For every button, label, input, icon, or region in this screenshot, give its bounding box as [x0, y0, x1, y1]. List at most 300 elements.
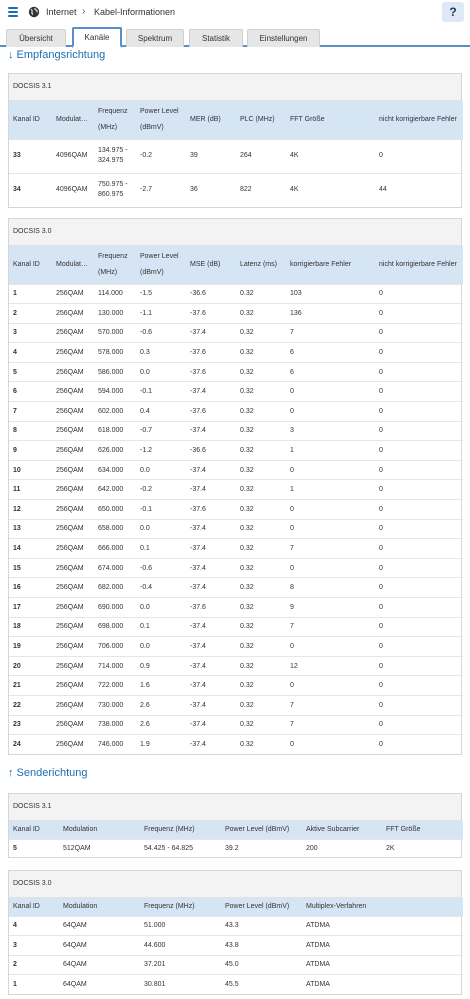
table-cell: 0 — [286, 735, 375, 755]
table-cell: 714.000 — [94, 656, 136, 676]
table-cell: 64QAM — [59, 975, 140, 995]
table-cell: 8 — [286, 578, 375, 598]
table-cell: -37.4 — [186, 578, 236, 598]
table-cell: 0.32 — [236, 402, 286, 422]
table-cell: ATDMA — [302, 975, 463, 995]
table-cell: -0.1 — [136, 500, 186, 520]
table-cell: 0 — [375, 421, 463, 441]
table-cell: 64QAM — [59, 955, 140, 975]
table-cell: 658.000 — [94, 519, 136, 539]
table-row — [9, 839, 463, 857]
table-cell: 1 — [286, 441, 375, 461]
table-cell: 11 — [9, 480, 52, 500]
table-row — [9, 402, 463, 422]
table-cell: 0 — [375, 441, 463, 461]
table-cell: 0 — [375, 500, 463, 520]
upstream-docsis31-label: DOCSIS 3.1 — [9, 794, 461, 821]
column-header: Multiplex-Verfahren — [302, 898, 463, 916]
table-cell: 23 — [9, 715, 52, 735]
table-cell: 0.0 — [136, 637, 186, 657]
table-row — [9, 304, 463, 324]
breadcrumb-current: Kabel-Informationen — [94, 7, 176, 17]
table-row — [9, 676, 463, 696]
table-cell: 0.32 — [236, 656, 286, 676]
table-cell: 0 — [375, 362, 463, 382]
table-cell: 690.000 — [94, 598, 136, 618]
table-row — [9, 617, 463, 637]
table-cell: -0.4 — [136, 578, 186, 598]
tab-bar — [0, 26, 470, 47]
table-cell: 0.4 — [136, 402, 186, 422]
table-cell: 0.32 — [236, 598, 286, 618]
table-cell: 594.000 — [94, 382, 136, 402]
tab-kanaele[interactable]: Kanäle — [72, 27, 122, 48]
table-cell: -0.2 — [136, 480, 186, 500]
table-row — [9, 936, 463, 956]
table-cell: 256QAM — [52, 500, 94, 520]
table-cell: 114.000 — [94, 284, 136, 304]
table-cell: 1.9 — [136, 735, 186, 755]
table-cell: 8 — [9, 421, 52, 441]
table-cell: 256QAM — [52, 676, 94, 696]
column-header: Power Level (dBmV) — [221, 821, 302, 839]
column-header: korrigierbare Fehler — [286, 246, 375, 284]
table-cell: 15 — [9, 558, 52, 578]
table-cell: 0.32 — [236, 715, 286, 735]
table-cell: 30.801 — [140, 975, 221, 995]
table-cell: 602.000 — [94, 402, 136, 422]
table-cell: 0.32 — [236, 460, 286, 480]
table-cell: 256QAM — [52, 519, 94, 539]
table-row — [9, 362, 463, 382]
table-cell: 0 — [375, 656, 463, 676]
table-cell: 4096QAM — [52, 173, 94, 207]
table-row — [9, 656, 463, 676]
table-cell: -37.4 — [186, 323, 236, 343]
table-cell: -37.4 — [186, 656, 236, 676]
table-cell: 1.6 — [136, 676, 186, 696]
upstream-title: ↑ Senderichtung — [8, 767, 88, 779]
table-cell: -37.4 — [186, 558, 236, 578]
table-cell: -37.4 — [186, 421, 236, 441]
table-cell: 626.000 — [94, 441, 136, 461]
table-row — [9, 539, 463, 559]
table-cell: -2.7 — [136, 173, 186, 207]
table-cell: 54.425 - 64.825 — [140, 839, 221, 857]
table-cell: 0.9 — [136, 656, 186, 676]
table-cell: 0 — [375, 519, 463, 539]
table-cell: 14 — [9, 539, 52, 559]
table-cell: 44 — [375, 173, 463, 207]
table-cell: 706.000 — [94, 637, 136, 657]
table-cell: -36.6 — [186, 284, 236, 304]
table-cell: 666.000 — [94, 539, 136, 559]
table-cell: 256QAM — [52, 539, 94, 559]
table-cell: 1 — [9, 284, 52, 304]
column-header: nicht korrigierbare Fehler — [375, 246, 463, 284]
table-cell: 746.000 — [94, 735, 136, 755]
table-cell: 0 — [375, 578, 463, 598]
table-cell: 3 — [9, 323, 52, 343]
table-cell: 18 — [9, 617, 52, 637]
table-cell: 4K — [286, 139, 375, 173]
table-row — [9, 975, 463, 995]
table-cell: 256QAM — [52, 578, 94, 598]
table-cell: 6 — [286, 343, 375, 363]
breadcrumb-internet[interactable]: Internet — [46, 7, 77, 17]
table-cell: 3 — [286, 421, 375, 441]
table-cell: ATDMA — [302, 955, 463, 975]
table-cell: 0.32 — [236, 343, 286, 363]
table-cell: 7 — [286, 323, 375, 343]
table-cell: 618.000 — [94, 421, 136, 441]
table-cell: 21 — [9, 676, 52, 696]
table-cell: 5 — [9, 362, 52, 382]
table-cell: 36 — [186, 173, 236, 207]
table-cell: 0.0 — [136, 598, 186, 618]
table-cell: 5 — [9, 839, 59, 857]
table-cell: 256QAM — [52, 421, 94, 441]
table-cell: 256QAM — [52, 343, 94, 363]
table-row — [9, 558, 463, 578]
column-header: Frequenz (MHz) — [94, 246, 136, 284]
table-cell: 7 — [286, 695, 375, 715]
table-cell: -37.4 — [186, 715, 236, 735]
table-cell: 578.000 — [94, 343, 136, 363]
table-cell: 1 — [286, 480, 375, 500]
column-header: FFT Größe — [286, 101, 375, 139]
table-cell: 0 — [375, 676, 463, 696]
column-header: Frequenz (MHz) — [140, 898, 221, 916]
upstream-docsis30-panel — [8, 870, 462, 995]
table-row — [9, 421, 463, 441]
table-cell: -0.6 — [136, 558, 186, 578]
table-cell: 256QAM — [52, 637, 94, 657]
table-cell: 0.32 — [236, 323, 286, 343]
table-cell: 0 — [375, 715, 463, 735]
table-cell: 0.32 — [236, 519, 286, 539]
table-cell: 6 — [9, 382, 52, 402]
table-cell: 0.0 — [136, 362, 186, 382]
table-cell: 2.6 — [136, 695, 186, 715]
table-cell: 17 — [9, 598, 52, 618]
table-cell: 256QAM — [52, 304, 94, 324]
table-cell: 2K — [382, 839, 463, 857]
table-cell: 10 — [9, 460, 52, 480]
table-cell: 0.32 — [236, 500, 286, 520]
table-cell: -37.4 — [186, 460, 236, 480]
table-cell: 256QAM — [52, 735, 94, 755]
table-cell: 0.32 — [236, 480, 286, 500]
table-cell: 0 — [375, 284, 463, 304]
table-cell: 7 — [286, 617, 375, 637]
table-row — [9, 715, 463, 735]
table-cell: 256QAM — [52, 441, 94, 461]
table-cell: 13 — [9, 519, 52, 539]
column-header: Kanal ID — [9, 898, 59, 916]
table-cell: 4 — [9, 916, 59, 936]
table-cell: -37.6 — [186, 402, 236, 422]
table-cell: 256QAM — [52, 480, 94, 500]
table-cell: 0 — [375, 617, 463, 637]
table-cell: 256QAM — [52, 656, 94, 676]
table-cell: 256QAM — [52, 558, 94, 578]
breadcrumb-separator: › — [82, 6, 86, 17]
table-cell: 0 — [375, 323, 463, 343]
table-cell: 200 — [302, 839, 382, 857]
table-cell: 0 — [286, 500, 375, 520]
table-cell: -37.4 — [186, 676, 236, 696]
table-cell: 0.32 — [236, 578, 286, 598]
upstream-docsis31-panel — [8, 793, 462, 858]
table-row — [9, 480, 463, 500]
top-bar — [0, 0, 470, 24]
table-cell: 256QAM — [52, 284, 94, 304]
table-cell: -37.6 — [186, 598, 236, 618]
column-header: Frequenz (MHz) — [94, 101, 136, 139]
column-header: Kanal ID — [9, 101, 52, 139]
table-cell: 0.32 — [236, 382, 286, 402]
table-cell: 634.000 — [94, 460, 136, 480]
table-cell: 7 — [9, 402, 52, 422]
table-row — [9, 441, 463, 461]
table-cell: 43.3 — [221, 916, 302, 936]
column-header: MER (dB) — [186, 101, 236, 139]
table-cell: 0.32 — [236, 441, 286, 461]
table-cell: 0 — [375, 480, 463, 500]
table-cell: 0.32 — [236, 695, 286, 715]
help-button[interactable]: ? — [442, 2, 464, 22]
upstream-docsis31-table — [9, 821, 463, 857]
table-cell: -37.6 — [186, 343, 236, 363]
column-header: Kanal ID — [9, 821, 59, 839]
table-cell: 750.975 - 860.975 — [94, 173, 136, 207]
table-cell: 34 — [9, 173, 52, 207]
table-cell: 650.000 — [94, 500, 136, 520]
content-area[interactable] — [0, 48, 470, 999]
table-cell: 674.000 — [94, 558, 136, 578]
table-cell: 39 — [186, 139, 236, 173]
table-row — [9, 284, 463, 304]
table-cell: 0.32 — [236, 676, 286, 696]
table-cell: 37.201 — [140, 955, 221, 975]
downstream-title: ↓ Empfangsrichtung — [8, 49, 106, 61]
column-header: PLC (MHz) — [236, 101, 286, 139]
table-cell: 738.000 — [94, 715, 136, 735]
table-cell: 7 — [286, 715, 375, 735]
table-cell: 0.32 — [236, 421, 286, 441]
table-cell: 64QAM — [59, 936, 140, 956]
table-row — [9, 500, 463, 520]
table-cell: 0 — [375, 695, 463, 715]
table-cell: 45.0 — [221, 955, 302, 975]
table-cell: 7 — [286, 539, 375, 559]
table-cell: 0 — [375, 637, 463, 657]
table-cell: 9 — [286, 598, 375, 618]
table-cell: 256QAM — [52, 617, 94, 637]
table-cell: 64QAM — [59, 916, 140, 936]
table-cell: 0.32 — [236, 735, 286, 755]
table-cell: -1.5 — [136, 284, 186, 304]
table-row — [9, 598, 463, 618]
table-cell: 0 — [286, 676, 375, 696]
table-cell: 256QAM — [52, 715, 94, 735]
table-cell: -37.6 — [186, 304, 236, 324]
table-cell: 256QAM — [52, 362, 94, 382]
table-cell: ATDMA — [302, 916, 463, 936]
table-cell: 0 — [286, 519, 375, 539]
table-cell: -37.4 — [186, 735, 236, 755]
table-cell: 24 — [9, 735, 52, 755]
column-header: FFT Größe — [382, 821, 463, 839]
table-cell: 0 — [375, 343, 463, 363]
table-cell: 0.0 — [136, 519, 186, 539]
table-cell: 103 — [286, 284, 375, 304]
table-cell: 0 — [375, 539, 463, 559]
table-cell: 0 — [375, 402, 463, 422]
table-cell: 0 — [286, 460, 375, 480]
table-cell: -1.1 — [136, 304, 186, 324]
column-header: Kanal ID — [9, 246, 52, 284]
table-cell: 4 — [9, 343, 52, 363]
upstream-docsis30-table — [9, 898, 463, 994]
table-cell: 9 — [9, 441, 52, 461]
table-cell: 0.32 — [236, 637, 286, 657]
downstream-docsis31-table — [9, 101, 463, 207]
table-cell: 0.32 — [236, 304, 286, 324]
table-cell: 19 — [9, 637, 52, 657]
table-cell: 12 — [286, 656, 375, 676]
table-cell: 0.32 — [236, 284, 286, 304]
column-header: Latenz (ms) — [236, 246, 286, 284]
table-cell: 0 — [375, 139, 463, 173]
table-cell: 0 — [375, 558, 463, 578]
tab-statistik[interactable]: Statistik — [189, 29, 243, 47]
table-cell: 16 — [9, 578, 52, 598]
table-cell: 44.600 — [140, 936, 221, 956]
table-cell: 6 — [286, 362, 375, 382]
table-row — [9, 735, 463, 755]
table-cell: 722.000 — [94, 676, 136, 696]
table-row — [9, 343, 463, 363]
table-cell: -0.2 — [136, 139, 186, 173]
table-cell: 0.32 — [236, 558, 286, 578]
table-cell: 0 — [286, 382, 375, 402]
tab-spektrum[interactable]: Spektrum — [126, 29, 184, 47]
table-cell: 256QAM — [52, 382, 94, 402]
table-cell: 2 — [9, 955, 59, 975]
table-cell: 256QAM — [52, 402, 94, 422]
table-cell: 256QAM — [52, 323, 94, 343]
table-cell: 134.975 - 324.975 — [94, 139, 136, 173]
table-cell: 0.0 — [136, 460, 186, 480]
table-cell: 20 — [9, 656, 52, 676]
upstream-docsis30-label: DOCSIS 3.0 — [9, 871, 461, 898]
column-header: Aktive Subcarrier — [302, 821, 382, 839]
tab-einstellungen[interactable]: Einstellungen — [247, 29, 320, 47]
table-row — [9, 637, 463, 657]
table-cell: 136 — [286, 304, 375, 324]
table-cell: 0.1 — [136, 617, 186, 637]
column-header: nicht korrigierbare Fehler — [375, 101, 463, 139]
table-cell: -0.6 — [136, 323, 186, 343]
table-cell: -37.4 — [186, 539, 236, 559]
table-cell: 256QAM — [52, 598, 94, 618]
table-cell: 642.000 — [94, 480, 136, 500]
downstream-docsis30-label: DOCSIS 3.0 — [9, 219, 461, 246]
table-cell: ATDMA — [302, 936, 463, 956]
table-cell: 22 — [9, 695, 52, 715]
table-row — [9, 382, 463, 402]
table-cell: -37.4 — [186, 480, 236, 500]
downstream-docsis31-panel — [8, 73, 462, 208]
table-cell: -37.4 — [186, 637, 236, 657]
table-cell: 3 — [9, 936, 59, 956]
table-cell: 4096QAM — [52, 139, 94, 173]
table-cell: 0 — [375, 304, 463, 324]
table-cell: 0 — [375, 460, 463, 480]
table-row — [9, 460, 463, 480]
table-cell: 51.000 — [140, 916, 221, 936]
column-header: Modulat… — [52, 246, 94, 284]
table-cell: 130.000 — [94, 304, 136, 324]
table-cell: -37.4 — [186, 519, 236, 539]
table-cell: 0.32 — [236, 539, 286, 559]
table-row — [9, 173, 463, 207]
table-cell: 2 — [9, 304, 52, 324]
table-cell: 256QAM — [52, 460, 94, 480]
column-header: MSE (dB) — [186, 246, 236, 284]
table-cell: 0.1 — [136, 539, 186, 559]
table-cell: -0.7 — [136, 421, 186, 441]
column-header: Modulation — [59, 821, 140, 839]
tab-uebersicht[interactable]: Übersicht — [6, 29, 66, 47]
table-cell: -37.6 — [186, 500, 236, 520]
menu-icon[interactable] — [8, 7, 18, 17]
table-row — [9, 955, 463, 975]
table-cell: -0.1 — [136, 382, 186, 402]
table-cell: -1.2 — [136, 441, 186, 461]
table-cell: 0.32 — [236, 362, 286, 382]
table-cell: 2.6 — [136, 715, 186, 735]
table-cell: 1 — [9, 975, 59, 995]
table-cell: -37.4 — [186, 382, 236, 402]
table-row — [9, 916, 463, 936]
table-cell: 4K — [286, 173, 375, 207]
globe-icon — [28, 6, 40, 18]
table-cell: -37.6 — [186, 362, 236, 382]
column-header: Frequenz (MHz) — [140, 821, 221, 839]
column-header: Power Level (dBmV) — [136, 101, 186, 139]
table-cell: 12 — [9, 500, 52, 520]
table-cell: 586.000 — [94, 362, 136, 382]
table-cell: -37.4 — [186, 617, 236, 637]
column-header: Power Level (dBmV) — [136, 246, 186, 284]
table-cell: 264 — [236, 139, 286, 173]
table-cell: 698.000 — [94, 617, 136, 637]
table-cell: 0 — [375, 598, 463, 618]
column-header: Modulat… — [52, 101, 94, 139]
downstream-docsis30-panel — [8, 218, 462, 755]
table-cell: 33 — [9, 139, 52, 173]
table-cell: -36.6 — [186, 441, 236, 461]
table-row — [9, 695, 463, 715]
table-cell: 0 — [286, 402, 375, 422]
table-row — [9, 139, 463, 173]
table-cell: 822 — [236, 173, 286, 207]
downstream-docsis30-table — [9, 246, 463, 754]
column-header: Modulation — [59, 898, 140, 916]
